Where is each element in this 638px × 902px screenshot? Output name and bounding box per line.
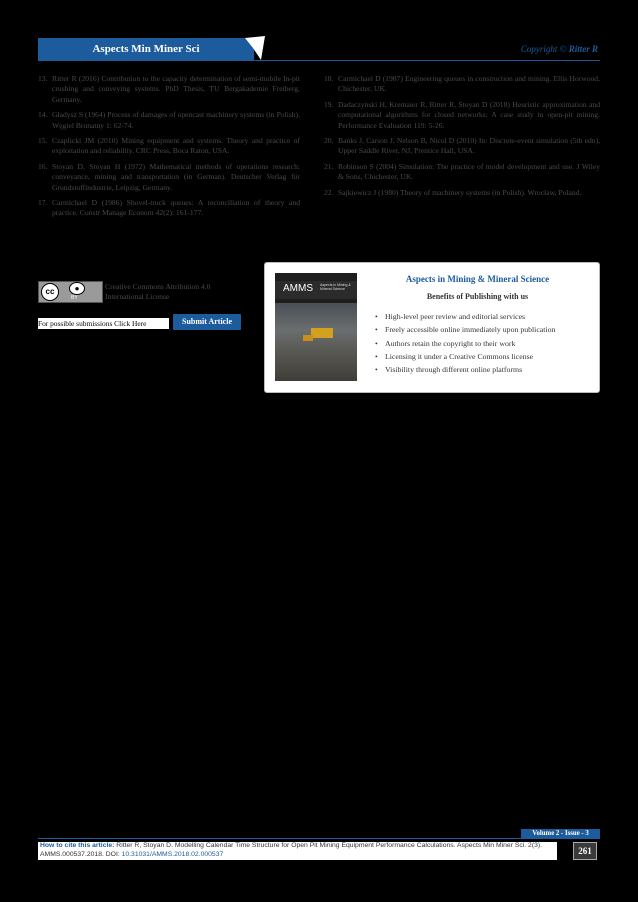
footer-rule xyxy=(38,838,600,839)
promo-subtitle: Benefits of Publishing with us xyxy=(426,292,529,301)
reference-text: Stoyan D, Stoyan H (1972) Mathematical methods of operations research: conveyance, mining and transportation (in German). Deutscher Verlag für Grundstoffindustrie, Leipzig, Germany. xyxy=(52,161,300,192)
reference-item xyxy=(38,162,300,193)
reference-number: 18. xyxy=(324,74,334,83)
journal-title: Aspects Min Miner Sci xyxy=(92,43,200,55)
reference-number: 17. xyxy=(38,198,48,208)
promo-title: Aspects in Mining & Mineral Science xyxy=(405,274,550,284)
mining-truck xyxy=(311,328,333,338)
reference-number: 14. xyxy=(38,110,48,120)
benefit-item: • High-level peer review and editorial services xyxy=(373,310,555,323)
references-left-column xyxy=(38,74,300,224)
license-line-1: Creative Commons Attribution 4.0 xyxy=(105,282,211,291)
copyright-author: Ritter R xyxy=(568,44,598,54)
benefits-list xyxy=(373,310,555,376)
reference-item xyxy=(324,188,600,198)
citation-text: Ritter R, Stoyan D. Modelling Calendar Time Structure for Open Pit Mining Equipment Performance Calculations. Aspects Min Miner Sci. 2(3). AMMS.000537.2018. DOI: xyxy=(40,842,543,858)
reference-item xyxy=(38,136,300,157)
page-number: 261 xyxy=(573,842,597,860)
citation-label: How to cite this article: xyxy=(40,842,115,849)
reference-number: 22. xyxy=(324,187,334,197)
cover-subtitle: Aspects in Mining & Mineral Science xyxy=(320,283,351,291)
submission-link[interactable]: For possible submissions Click Here xyxy=(38,318,169,329)
copyright-notice xyxy=(521,44,598,54)
reference-item xyxy=(324,162,600,183)
reference-item xyxy=(324,136,600,157)
cc-icon: cc xyxy=(41,283,59,301)
reference-number: 19. xyxy=(324,99,334,109)
reference-item xyxy=(38,110,300,131)
reference-number: 13. xyxy=(38,74,48,83)
reference-item xyxy=(38,74,300,105)
citation-box xyxy=(38,842,557,860)
reference-item xyxy=(324,74,600,95)
reference-number: 16. xyxy=(38,161,48,171)
reference-text: Carmichael D (1986) Shovel-truck queues: A reconciliation of theory and practice. Constr Manage Econom 42(2): 161-177. xyxy=(52,198,300,218)
volume-issue-badge: Volume 2 - Issue - 3 xyxy=(521,829,600,838)
cover-brand: AMMS xyxy=(283,283,313,294)
header-rule xyxy=(38,60,600,61)
reference-text: Gładysz S (1964) Process of damages of opencast machinery systems (in Polish). Węgiel Brunatny 1: 62-74. xyxy=(52,110,300,130)
reference-item xyxy=(38,198,300,219)
cc-by-label: BY xyxy=(71,295,78,301)
reference-text: Robinson S (2004) Simulation: The practice of model development and use. J Wiley & Sons, Chichester, UK. xyxy=(338,161,600,182)
license-text xyxy=(105,282,210,302)
reference-text: Sajkiewicz J (1980) Theory of machinery systems (in Polish). Wrocław, Poland. xyxy=(338,187,582,197)
attribution-person-icon: ● xyxy=(69,282,85,295)
reference-text: Ritter R (2016) Contribution to the capacity determination of semi-mobile In-pit crushing and conveying systems. PhD Thesis, TU Bergakademie Freiberg, Germany. xyxy=(52,74,300,104)
benefit-item: • Licensing it under a Creative Commons license xyxy=(373,350,555,363)
mining-truck-cab xyxy=(303,335,313,341)
benefit-item: • Visibility through different online platforms xyxy=(373,363,555,376)
reference-text: Czaplicki JM (2010) Mining equipment and systems. Theory and practice of exploitation and reliability. CRC Press, Boca Raton, USA. xyxy=(52,136,300,156)
reference-number: 20. xyxy=(324,136,334,146)
license-line-2: International License xyxy=(105,292,170,301)
benefit-item: • Freely accessible online immediately upon publication xyxy=(373,323,555,336)
mine-photo xyxy=(275,303,357,381)
copyright-prefix: Copyright © xyxy=(520,44,567,54)
benefit-item: • Authors retain the copyright to their work xyxy=(373,337,555,350)
reference-item xyxy=(324,100,600,131)
reference-text: Dadaczynski H, Kremaier R, Ritter R, Stoyan D (2018) Heuristic approximation and computational algorithms for closed networks: A case study in open-pit mining. Performance Evaluation 119: 5-26. xyxy=(338,99,600,130)
reference-number: 21. xyxy=(324,161,334,171)
reference-text: Carmichael D (1987) Engineering queues in construction and mining. Ellis Horwood, Chichester, UK. xyxy=(338,74,600,94)
reference-number: 15. xyxy=(38,136,48,146)
references-right-column xyxy=(324,74,600,203)
doi-link[interactable]: 10.31031/AMMS.2018.02.000537 xyxy=(121,850,224,858)
reference-text: Banks J, Carson J, Nelson B, Nicol D (2010) In: Discrete-event simulation (5th edn), Upper Saddle River, NJ, Prentice Hall, USA. xyxy=(338,136,600,156)
journal-cover-image[interactable] xyxy=(275,273,357,381)
journal-promo-card xyxy=(264,262,600,393)
cc-license-badge[interactable] xyxy=(38,281,103,303)
submit-article-button[interactable]: Submit Article xyxy=(173,314,241,330)
